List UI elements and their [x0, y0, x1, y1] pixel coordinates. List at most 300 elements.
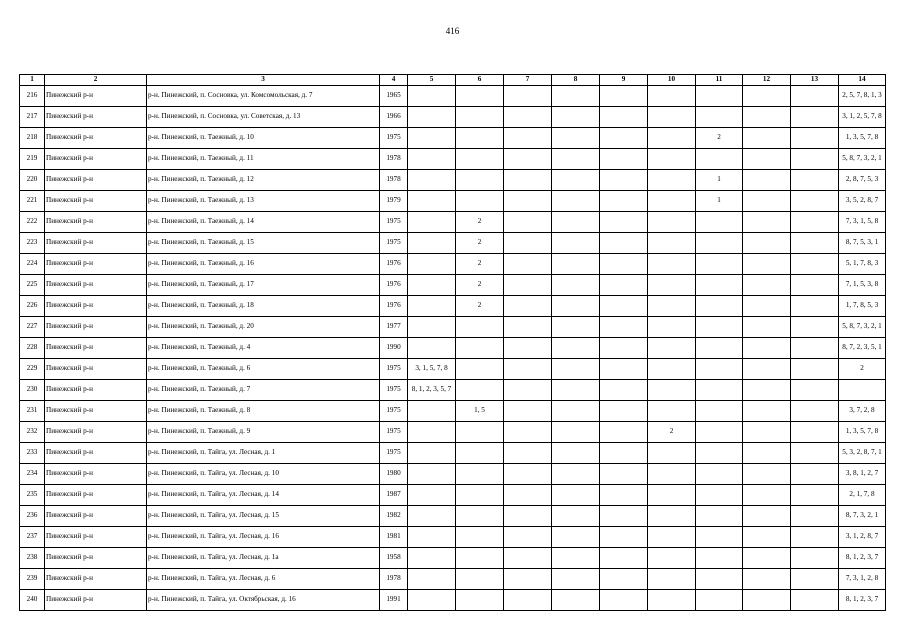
district-cell: Пинежский р-н [45, 86, 147, 107]
col6-cell [456, 170, 504, 191]
col11-cell [696, 527, 743, 548]
address-cell: р-н. Пинежский, п. Тайга, ул. Лесная, д. 1а [147, 548, 380, 569]
table-row [20, 170, 886, 191]
col6-cell [456, 590, 504, 611]
col8-cell [552, 86, 600, 107]
column-header: 5 [408, 75, 456, 86]
table-row [20, 233, 886, 254]
col12-cell [743, 191, 791, 212]
col7-cell [504, 296, 552, 317]
col7-cell [504, 149, 552, 170]
col7-cell [504, 548, 552, 569]
col8-cell [552, 527, 600, 548]
col11-cell [696, 422, 743, 443]
col6-cell [456, 443, 504, 464]
col13-cell [791, 359, 839, 380]
col12-cell [743, 485, 791, 506]
col9-cell [600, 254, 648, 275]
col10-cell [648, 338, 696, 359]
col14-cell: 1, 3, 5, 7, 8 [839, 128, 886, 149]
col11-cell [696, 359, 743, 380]
col11-cell [696, 506, 743, 527]
col9-cell [600, 212, 648, 233]
address-cell: р-н. Пинежский, п. Тайга, ул. Октябрьская, д. 16 [147, 590, 380, 611]
address-cell: р-н. Пинежский, п. Тайга, ул. Лесная, д. 1 [147, 443, 380, 464]
col11-cell [696, 464, 743, 485]
col10-cell [648, 443, 696, 464]
col6-cell [456, 527, 504, 548]
col11-cell [696, 275, 743, 296]
col13-cell [791, 86, 839, 107]
col13-cell [791, 506, 839, 527]
col13-cell [791, 128, 839, 149]
col9-cell [600, 359, 648, 380]
address-cell: р-н. Пинежский, п. Таежный, д. 18 [147, 296, 380, 317]
col11-cell: 2 [696, 128, 743, 149]
col13-cell [791, 485, 839, 506]
row-number-cell: 233 [20, 443, 45, 464]
year-cell: 1990 [380, 338, 408, 359]
col11-cell [696, 401, 743, 422]
col13-cell [791, 569, 839, 590]
row-number-cell: 225 [20, 275, 45, 296]
row-number-cell: 235 [20, 485, 45, 506]
year-cell: 1987 [380, 485, 408, 506]
col6-cell: 2 [456, 254, 504, 275]
district-cell: Пинежский р-н [45, 569, 147, 590]
col10-cell [648, 233, 696, 254]
year-cell: 1978 [380, 149, 408, 170]
table-row [20, 107, 886, 128]
row-number-cell: 228 [20, 338, 45, 359]
district-cell: Пинежский р-н [45, 548, 147, 569]
row-number-cell: 234 [20, 464, 45, 485]
col10-cell [648, 485, 696, 506]
year-cell: 1965 [380, 86, 408, 107]
col6-cell [456, 149, 504, 170]
col7-cell [504, 443, 552, 464]
year-cell: 1982 [380, 506, 408, 527]
col11-cell [696, 296, 743, 317]
col13-cell [791, 212, 839, 233]
district-cell: Пинежский р-н [45, 149, 147, 170]
col7-cell [504, 359, 552, 380]
column-header: 10 [648, 75, 696, 86]
col13-cell [791, 107, 839, 128]
col9-cell [600, 317, 648, 338]
year-cell: 1977 [380, 317, 408, 338]
col9-cell [600, 590, 648, 611]
col5-cell [408, 569, 456, 590]
year-cell: 1978 [380, 569, 408, 590]
col11-cell [696, 485, 743, 506]
table-row [20, 506, 886, 527]
row-number-cell: 231 [20, 401, 45, 422]
table-row [20, 590, 886, 611]
col8-cell [552, 590, 600, 611]
year-cell: 1980 [380, 464, 408, 485]
table-row [20, 212, 886, 233]
col8-cell [552, 296, 600, 317]
col9-cell [600, 128, 648, 149]
column-header: 6 [456, 75, 504, 86]
col10-cell [648, 107, 696, 128]
col6-cell [456, 107, 504, 128]
col13-cell [791, 464, 839, 485]
col11-cell [696, 338, 743, 359]
col14-cell: 3, 1, 2, 8, 7 [839, 527, 886, 548]
district-cell: Пинежский р-н [45, 212, 147, 233]
col5-cell [408, 422, 456, 443]
col10-cell [648, 128, 696, 149]
col7-cell [504, 212, 552, 233]
col9-cell [600, 86, 648, 107]
address-cell: р-н. Пинежский, п. Сосновка, ул. Советская, д. 13 [147, 107, 380, 128]
row-number-cell: 224 [20, 254, 45, 275]
col14-cell: 3, 8, 1, 2, 7 [839, 464, 886, 485]
col12-cell [743, 170, 791, 191]
col5-cell [408, 296, 456, 317]
row-number-cell: 237 [20, 527, 45, 548]
col13-cell [791, 254, 839, 275]
col8-cell [552, 548, 600, 569]
col10-cell: 2 [648, 422, 696, 443]
district-cell: Пинежский р-н [45, 170, 147, 191]
column-header: 13 [791, 75, 839, 86]
col8-cell [552, 254, 600, 275]
col14-cell: 8, 7, 5, 3, 1 [839, 233, 886, 254]
col5-cell [408, 527, 456, 548]
address-cell: р-н. Пинежский, п. Тайга, ул. Лесная, д. 10 [147, 464, 380, 485]
row-number-cell: 236 [20, 506, 45, 527]
row-number-cell: 218 [20, 128, 45, 149]
column-header: 1 [20, 75, 45, 86]
col9-cell [600, 191, 648, 212]
col12-cell [743, 107, 791, 128]
col6-cell [456, 548, 504, 569]
col11-cell [696, 590, 743, 611]
col9-cell [600, 275, 648, 296]
col10-cell [648, 380, 696, 401]
column-header: 9 [600, 75, 648, 86]
district-cell: Пинежский р-н [45, 443, 147, 464]
col9-cell [600, 296, 648, 317]
address-cell: р-н. Пинежский, п. Таежный, д. 8 [147, 401, 380, 422]
col7-cell [504, 86, 552, 107]
col5-cell: 8, 1, 2, 3, 5, 7 [408, 380, 456, 401]
header-row [20, 75, 886, 86]
col6-cell: 2 [456, 275, 504, 296]
column-header: 7 [504, 75, 552, 86]
address-cell: р-н. Пинежский, п. Тайга, ул. Лесная, д. 15 [147, 506, 380, 527]
col7-cell [504, 527, 552, 548]
col12-cell [743, 254, 791, 275]
col6-cell [456, 422, 504, 443]
col14-cell: 8, 1, 2, 3, 7 [839, 590, 886, 611]
col9-cell [600, 380, 648, 401]
address-cell: р-н. Пинежский, п. Таежный, д. 16 [147, 254, 380, 275]
col12-cell [743, 233, 791, 254]
col12-cell [743, 317, 791, 338]
col8-cell [552, 464, 600, 485]
col10-cell [648, 275, 696, 296]
row-number-cell: 220 [20, 170, 45, 191]
district-cell: Пинежский р-н [45, 338, 147, 359]
col10-cell [648, 212, 696, 233]
col7-cell [504, 401, 552, 422]
col14-cell: 5, 1, 7, 8, 3 [839, 254, 886, 275]
column-header: 14 [839, 75, 886, 86]
col12-cell [743, 590, 791, 611]
col14-cell: 1, 3, 5, 7, 8 [839, 422, 886, 443]
col14-cell: 2, 8, 7, 5, 3 [839, 170, 886, 191]
col5-cell [408, 233, 456, 254]
year-cell: 1991 [380, 590, 408, 611]
col9-cell [600, 107, 648, 128]
col5-cell [408, 401, 456, 422]
col5-cell [408, 170, 456, 191]
row-number-cell: 221 [20, 191, 45, 212]
col11-cell [696, 149, 743, 170]
col7-cell [504, 107, 552, 128]
column-header: 8 [552, 75, 600, 86]
col5-cell [408, 191, 456, 212]
row-number-cell: 227 [20, 317, 45, 338]
address-cell: р-н. Пинежский, п. Таежный, д. 6 [147, 359, 380, 380]
page-number: 416 [445, 26, 460, 36]
col13-cell [791, 170, 839, 191]
table-row [20, 296, 886, 317]
col12-cell [743, 527, 791, 548]
table-row [20, 86, 886, 107]
col14-cell: 8, 7, 3, 2, 1 [839, 506, 886, 527]
address-cell: р-н. Пинежский, п. Тайга, ул. Лесная, д. 14 [147, 485, 380, 506]
col13-cell [791, 548, 839, 569]
col14-cell: 3, 1, 2, 5, 7, 8 [839, 107, 886, 128]
col14-cell [839, 380, 886, 401]
address-cell: р-н. Пинежский, п. Сосновка, ул. Комсомольская, д. 7 [147, 86, 380, 107]
col6-cell: 2 [456, 296, 504, 317]
table-row [20, 401, 886, 422]
col8-cell [552, 359, 600, 380]
table-row [20, 443, 886, 464]
col14-cell: 7, 3, 1, 2, 8 [839, 569, 886, 590]
col6-cell: 1, 5 [456, 401, 504, 422]
col7-cell [504, 254, 552, 275]
table-row [20, 422, 886, 443]
col7-cell [504, 569, 552, 590]
col7-cell [504, 317, 552, 338]
address-cell: р-н. Пинежский, п. Таежный, д. 7 [147, 380, 380, 401]
row-number-cell: 230 [20, 380, 45, 401]
col12-cell [743, 275, 791, 296]
col8-cell [552, 170, 600, 191]
col10-cell [648, 191, 696, 212]
row-number-cell: 239 [20, 569, 45, 590]
col9-cell [600, 464, 648, 485]
year-cell: 1976 [380, 296, 408, 317]
district-cell: Пинежский р-н [45, 380, 147, 401]
column-header: 11 [696, 75, 743, 86]
col12-cell [743, 569, 791, 590]
district-cell: Пинежский р-н [45, 359, 147, 380]
col8-cell [552, 422, 600, 443]
year-cell: 1981 [380, 527, 408, 548]
district-cell: Пинежский р-н [45, 107, 147, 128]
col6-cell [456, 506, 504, 527]
col13-cell [791, 443, 839, 464]
col5-cell [408, 128, 456, 149]
col7-cell [504, 590, 552, 611]
table-row [20, 380, 886, 401]
column-header: 2 [45, 75, 147, 86]
col7-cell [504, 233, 552, 254]
col5-cell [408, 506, 456, 527]
year-cell: 1975 [380, 380, 408, 401]
col13-cell [791, 317, 839, 338]
col8-cell [552, 212, 600, 233]
row-number-cell: 229 [20, 359, 45, 380]
col8-cell [552, 380, 600, 401]
col10-cell [648, 149, 696, 170]
col12-cell [743, 380, 791, 401]
col7-cell [504, 485, 552, 506]
col9-cell [600, 443, 648, 464]
year-cell: 1975 [380, 233, 408, 254]
year-cell: 1976 [380, 275, 408, 296]
col11-cell [696, 569, 743, 590]
district-cell: Пинежский р-н [45, 254, 147, 275]
col10-cell [648, 506, 696, 527]
col9-cell [600, 338, 648, 359]
address-cell: р-н. Пинежский, п. Тайга, ул. Лесная, д. 16 [147, 527, 380, 548]
district-cell: Пинежский р-н [45, 422, 147, 443]
col9-cell [600, 527, 648, 548]
col6-cell [456, 464, 504, 485]
col10-cell [648, 548, 696, 569]
row-number-cell: 222 [20, 212, 45, 233]
col12-cell [743, 464, 791, 485]
col11-cell [696, 233, 743, 254]
col6-cell [456, 569, 504, 590]
col11-cell [696, 380, 743, 401]
col9-cell [600, 233, 648, 254]
col10-cell [648, 170, 696, 191]
col8-cell [552, 191, 600, 212]
table-row [20, 548, 886, 569]
address-cell: р-н. Пинежский, п. Таежный, д. 20 [147, 317, 380, 338]
col10-cell [648, 86, 696, 107]
year-cell: 1978 [380, 170, 408, 191]
col10-cell [648, 569, 696, 590]
col6-cell: 2 [456, 212, 504, 233]
address-cell: р-н. Пинежский, п. Таежный, д. 13 [147, 191, 380, 212]
col6-cell [456, 317, 504, 338]
col6-cell [456, 485, 504, 506]
row-number-cell: 223 [20, 233, 45, 254]
col7-cell [504, 464, 552, 485]
year-cell: 1976 [380, 254, 408, 275]
column-header: 3 [147, 75, 380, 86]
district-cell: Пинежский р-н [45, 296, 147, 317]
col10-cell [648, 296, 696, 317]
col7-cell [504, 506, 552, 527]
col14-cell: 3, 5, 2, 8, 7 [839, 191, 886, 212]
col6-cell [456, 380, 504, 401]
row-number-cell: 216 [20, 86, 45, 107]
year-cell: 1975 [380, 128, 408, 149]
col5-cell [408, 590, 456, 611]
col14-cell: 1, 7, 8, 5, 3 [839, 296, 886, 317]
address-cell: р-н. Пинежский, п. Таежный, д. 9 [147, 422, 380, 443]
col8-cell [552, 569, 600, 590]
col5-cell [408, 254, 456, 275]
col13-cell [791, 401, 839, 422]
col5-cell [408, 275, 456, 296]
col12-cell [743, 359, 791, 380]
col8-cell [552, 338, 600, 359]
table-row [20, 359, 886, 380]
column-header: 4 [380, 75, 408, 86]
row-number-cell: 217 [20, 107, 45, 128]
table-row [20, 149, 886, 170]
year-cell: 1958 [380, 548, 408, 569]
col12-cell [743, 506, 791, 527]
district-cell: Пинежский р-н [45, 128, 147, 149]
col6-cell: 2 [456, 233, 504, 254]
col8-cell [552, 107, 600, 128]
col10-cell [648, 317, 696, 338]
col5-cell [408, 443, 456, 464]
col5-cell [408, 212, 456, 233]
col9-cell [600, 569, 648, 590]
col13-cell [791, 233, 839, 254]
col5-cell [408, 464, 456, 485]
col8-cell [552, 233, 600, 254]
col11-cell [696, 548, 743, 569]
table-body [20, 86, 886, 611]
district-cell: Пинежский р-н [45, 485, 147, 506]
col8-cell [552, 506, 600, 527]
col5-cell [408, 485, 456, 506]
col12-cell [743, 548, 791, 569]
district-cell: Пинежский р-н [45, 590, 147, 611]
col6-cell [456, 86, 504, 107]
col14-cell: 5, 3, 2, 8, 7, 1 [839, 443, 886, 464]
col14-cell: 7, 3, 1, 5, 8 [839, 212, 886, 233]
col14-cell: 5, 8, 7, 3, 2, 1 [839, 149, 886, 170]
district-cell: Пинежский р-н [45, 275, 147, 296]
col11-cell [696, 86, 743, 107]
col7-cell [504, 191, 552, 212]
col7-cell [504, 338, 552, 359]
row-number-cell: 232 [20, 422, 45, 443]
col12-cell [743, 149, 791, 170]
year-cell: 1975 [380, 422, 408, 443]
table-row [20, 338, 886, 359]
col13-cell [791, 275, 839, 296]
col11-cell [696, 317, 743, 338]
col5-cell [408, 107, 456, 128]
col14-cell: 2, 5, 7, 8, 1, 3 [839, 86, 886, 107]
col13-cell [791, 296, 839, 317]
col14-cell: 5, 8, 7, 3, 2, 1 [839, 317, 886, 338]
district-cell: Пинежский р-н [45, 506, 147, 527]
address-cell: р-н. Пинежский, п. Таежный, д. 11 [147, 149, 380, 170]
col8-cell [552, 275, 600, 296]
col13-cell [791, 380, 839, 401]
col12-cell [743, 443, 791, 464]
